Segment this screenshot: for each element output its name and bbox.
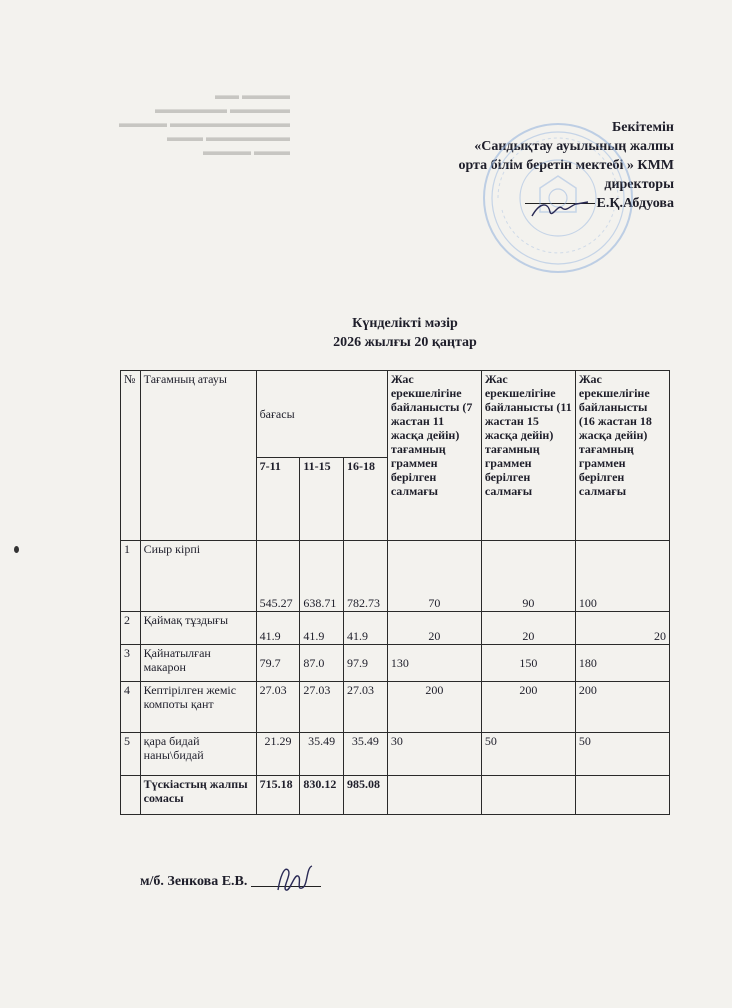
table-row (121, 541, 670, 612)
row-price: 27.03 (300, 682, 344, 733)
age-group-header: 7-11 (256, 458, 300, 541)
menu-table (120, 370, 670, 815)
row-name: қара бидай наны\бидай (140, 733, 256, 776)
age-group-header: 16-18 (344, 458, 388, 541)
header-name: Тағамның атауы (140, 371, 256, 541)
row-name: Қайнатылған макарон (140, 645, 256, 682)
row-price: 35.49 (300, 733, 344, 776)
row-price: 27.03 (344, 682, 388, 733)
row-price: 638.71 (300, 541, 344, 612)
row-price: 41.9 (300, 612, 344, 645)
bleed-through-text: ▬▬▬▬ ▬▬ ▬▬▬▬▬ ▬▬▬▬▬▬ ▬▬▬▬▬▬▬▬▬▬ ▬▬▬▬ ▬▬▬▬▬▬▬ ▬▬▬ ▬▬▬ ▬▬▬▬ (119, 88, 290, 158)
row-weight: 30 (387, 733, 481, 776)
row-name: Сиыр кірпі (140, 541, 256, 612)
row-weight: 130 (387, 645, 481, 682)
row-weight: 20 (481, 612, 575, 645)
row-weight: 200 (481, 682, 575, 733)
total-label: Түскіастың жалпы сомасы (140, 776, 256, 815)
row-price: 41.9 (256, 612, 300, 645)
approval-line: Бекітемін (611, 120, 674, 135)
header-no: № (121, 371, 141, 541)
row-name: Кептірілген жеміс компоты қант (140, 682, 256, 733)
menu-title: Күнделікті мәзір (352, 316, 458, 331)
row-weight: 100 (575, 541, 669, 612)
row-weight: 20 (387, 612, 481, 645)
table-row (121, 645, 670, 682)
row-price: 87.0 (300, 645, 344, 682)
menu-heading (300, 314, 510, 352)
row-price: 79.7 (256, 645, 300, 682)
row-weight: 180 (575, 645, 669, 682)
approval-line: орта білім беретін мектебі » КММ (458, 158, 674, 173)
row-weight: 150 (481, 645, 575, 682)
header-weight-11-15: Жас ерекшелігіне байланысты (11 жастан 15 жасқа дейін) тағамның граммен берілген салмағы (481, 371, 575, 541)
row-price: 97.9 (344, 645, 388, 682)
row-weight: 200 (387, 682, 481, 733)
table-row (121, 733, 670, 776)
table-row (121, 682, 670, 733)
header-price: бағасы (256, 371, 387, 458)
row-weight: 70 (387, 541, 481, 612)
header-weight-16-18: Жас ерекшелігіне байланысты (16 жастан 18 жасқа дейін) тағамның граммен берілген салмағы (575, 371, 669, 541)
table-total-row (121, 776, 670, 815)
total-price: 830.12 (300, 776, 344, 815)
row-price: 21.29 (256, 733, 300, 776)
approval-signer: Е.Қ.Абдуова (596, 196, 674, 211)
row-no: 1 (121, 541, 141, 612)
row-weight: 20 (575, 612, 669, 645)
row-price: 782.73 (344, 541, 388, 612)
row-price: 545.27 (256, 541, 300, 612)
row-weight: 50 (481, 733, 575, 776)
row-weight: 50 (575, 733, 669, 776)
row-weight: 200 (575, 682, 669, 733)
header-weight-7-11: Жас ерекшелігіне байланысты (7 жастан 11 жасқа дейін) тағамның граммен берілген салмағы (387, 371, 481, 541)
table-row (121, 612, 670, 645)
row-price: 27.03 (256, 682, 300, 733)
director-signature-icon (530, 198, 590, 222)
total-price: 985.08 (344, 776, 388, 815)
row-name: Қаймақ тұздығы (140, 612, 256, 645)
stray-mark (14, 546, 19, 553)
total-price: 715.18 (256, 776, 300, 815)
row-no: 2 (121, 612, 141, 645)
row-weight: 90 (481, 541, 575, 612)
nurse-signature-icon (272, 860, 322, 900)
menu-date: 2026 жылғы 20 қаңтар (333, 335, 477, 350)
table-header-row (121, 371, 670, 458)
row-no: 3 (121, 645, 141, 682)
row-price: 41.9 (344, 612, 388, 645)
approval-line: директоры (604, 177, 674, 192)
footer-label: м/б. Зенкова Е.В. (140, 874, 248, 889)
row-price: 35.49 (344, 733, 388, 776)
approval-line: «Сандықтау ауылының жалпы (474, 139, 674, 154)
age-group-header: 11-15 (300, 458, 344, 541)
row-no: 5 (121, 733, 141, 776)
row-no: 4 (121, 682, 141, 733)
